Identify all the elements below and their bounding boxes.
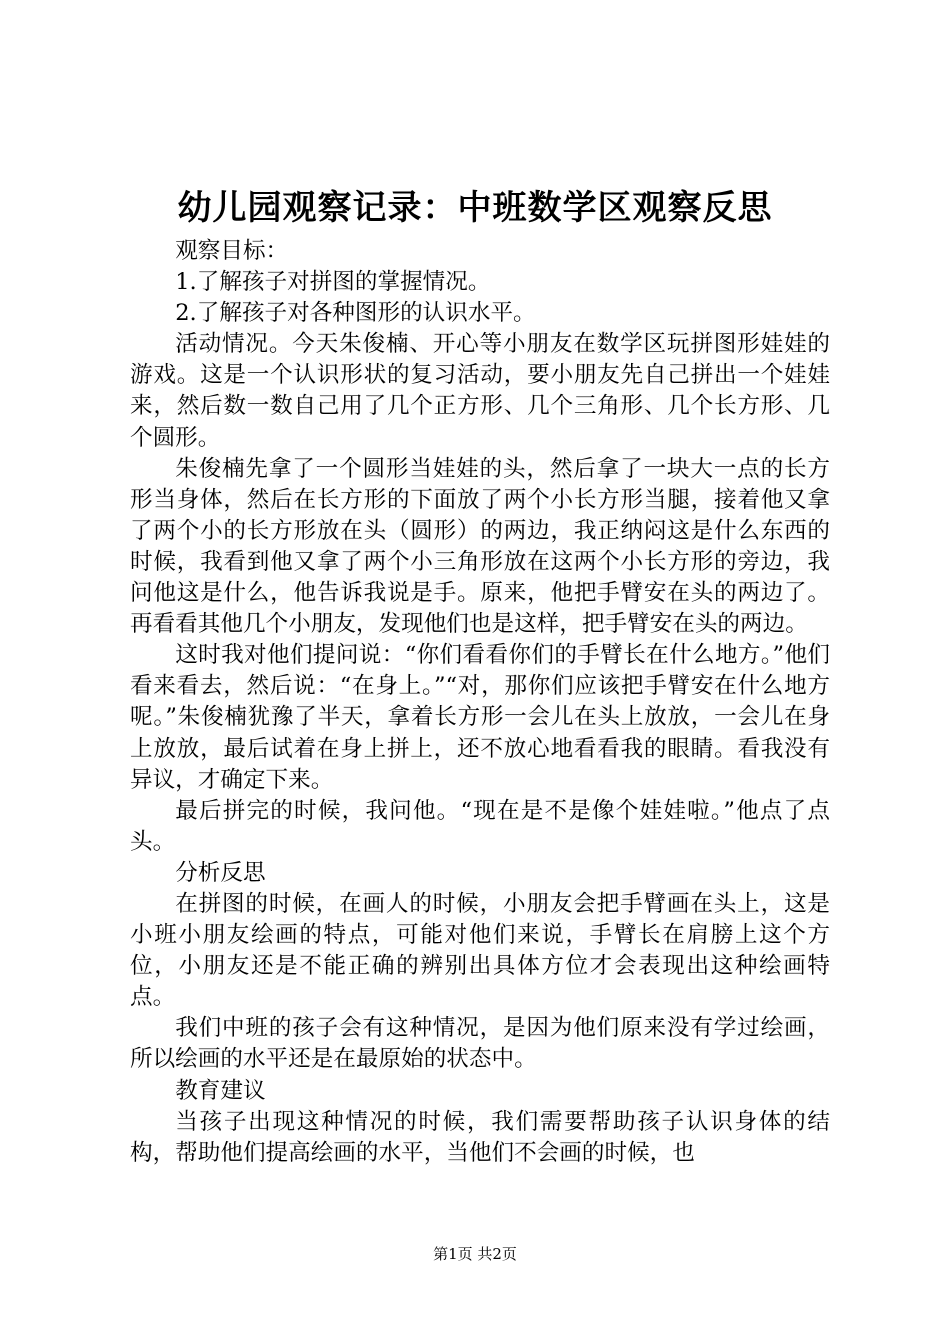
paragraph-objective-1: 1.了解孩子对拼图的掌握情况。 <box>175 269 491 296</box>
paragraph-objective-2: 2.了解孩子对各种图形的认识水平。 <box>175 300 536 327</box>
paragraph-conclusion: 最后拼完的时候，我问他。“现在是不是像个娃娃啦。”他点了点头。 <box>130 797 830 855</box>
document-title: 幼儿园观察记录：中班数学区观察反思 <box>177 188 773 228</box>
paragraph-observation: 朱俊楠先拿了一个圆形当娃娃的头，然后拿了一块大一点的长方形当身体，然后在长方形的下面放了两个小长方形当腿，接着他又拿了两个小的长方形放在头（圆形）的两边，我正纳闷这是什么东西的时候，我看到他又拿了两个小三角形放在这两个小长方形的旁边，我问他这是什么，他告诉我说是手。原来，他把手臂安在头的两边了。再看看其他几个小朋友，发现他们也是这样，把手臂安在头的两边。 <box>130 455 830 638</box>
page-number: 第1页 共2页 <box>433 1245 517 1263</box>
paragraph-analysis-1: 在拼图的时候，在画人的时候，小朋友会把手臂画在头上，这是小班小朋友绘画的特点，可能对他们来说，手臂长在肩膀上这个方位，小朋友还是不能正确的辨别出具体方位才会表现出这种绘画特点。 <box>130 890 830 1011</box>
paragraph-activity: 活动情况。今天朱俊楠、开心等小朋友在数学区玩拼图形娃娃的游戏。这是一个认识形状的复习活动，要小朋友先自己拼出一个娃娃来，然后数一数自己用了几个正方形、几个三角形、几个长方形、几个圆形。 <box>130 331 830 451</box>
paragraph-analysis-2: 我们中班的孩子会有这种情况，是因为他们原来没有学过绘画，所以绘画的水平还是在最原始的状态中。 <box>130 1015 830 1073</box>
paragraph-objective-heading: 观察目标： <box>175 238 289 264</box>
paragraph-suggestion: 当孩子出现这种情况的时候，我们需要帮助孩子认识身体的结构，帮助他们提高绘画的水平，当他们不会画的时候，也 <box>130 1108 830 1166</box>
paragraph-suggestion-heading: 教育建议 <box>175 1077 266 1104</box>
paragraph-analysis-heading: 分析反思 <box>175 859 266 886</box>
paragraph-dialogue: 这时我对他们提问说：“你们看看你们的手臂长在什么地方。”他们看来看去，然后说：“在身上。”“对，那你们应该把手臂安在什么地方呢。”朱俊楠犹豫了半天，拿着长方形一会儿在头上放放，一会儿在身上放放，最后试着在身上拼上，还不放心地看看我的眼睛。看我没有异议，才确定下来。 <box>130 642 830 793</box>
document-body <box>130 236 830 1169</box>
